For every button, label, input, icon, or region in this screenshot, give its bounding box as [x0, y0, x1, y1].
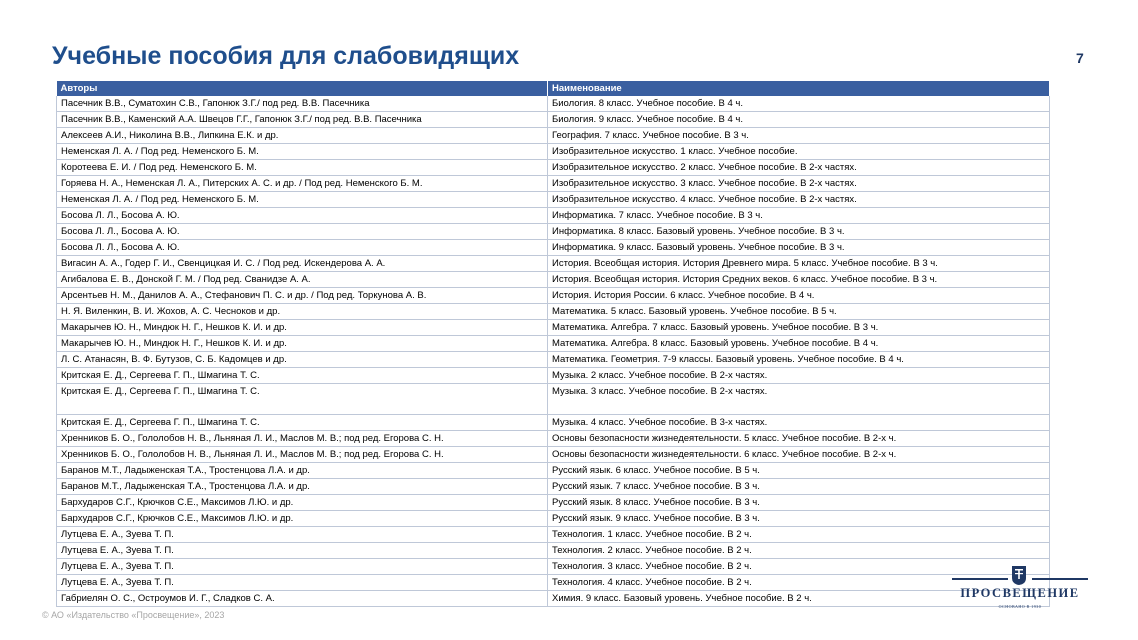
cell-title: Изобразительное искусство. 3 класс. Учебное пособие. В 2-х частях. [548, 176, 1050, 192]
cell-authors: Босова Л. Л., Босова А. Ю. [57, 208, 548, 224]
table-row [57, 543, 1050, 559]
cell-title: Русский язык. 8 класс. Учебное пособие. В 3 ч. [548, 495, 1050, 511]
cell-title: Основы безопасности жизнедеятельности. 6 класс. Учебное пособие. В 2-х ч. [548, 447, 1050, 463]
cell-title: Русский язык. 6 класс. Учебное пособие. В 5 ч. [548, 463, 1050, 479]
cell-authors: Арсентьев Н. М., Данилов А. А., Стефанович П. С. и др. / Под ред. Торкунова А. В. [57, 288, 548, 304]
table-row [57, 160, 1050, 176]
cell-title: Технология. 1 класс. Учебное пособие. В 2 ч. [548, 527, 1050, 543]
page-number: 7 [1076, 50, 1084, 66]
cell-title: Биология. 8 класс. Учебное пособие. В 4 ч. [548, 96, 1050, 112]
copyright-text: © АО «Издательство «Просвещение», 2023 [42, 610, 225, 620]
cell-authors: Критская Е. Д., Сергеева Г. П., Шмагина Т. С. [57, 415, 548, 431]
cell-authors: Неменская Л. А. / Под ред. Неменского Б. М. [57, 144, 548, 160]
table-row [57, 336, 1050, 352]
table-row [57, 144, 1050, 160]
logo-text: ПРОСВЕЩЕНИЕ [960, 586, 1080, 600]
cell-authors: Макарычев Ю. Н., Миндюк Н. Г., Нешков К. И. и др. [57, 320, 548, 336]
cell-authors: Коротеева Е. И. / Под ред. Неменского Б. М. [57, 160, 548, 176]
cell-authors: Босова Л. Л., Босова А. Ю. [57, 224, 548, 240]
table-row [57, 447, 1050, 463]
table-row [57, 527, 1050, 543]
table-header-row [57, 81, 1050, 96]
header-authors: Авторы [57, 81, 548, 96]
cell-title: Математика. 5 класс. Базовый уровень. Учебное пособие. В 5 ч. [548, 304, 1050, 320]
logo-subtext: ОСНОВАНО В 1930 [998, 604, 1042, 609]
cell-title: История. Всеобщая история. История Средних веков. 6 класс. Учебное пособие. В 3 ч. [548, 272, 1050, 288]
table-row [57, 96, 1050, 112]
publisher-logo [952, 562, 1088, 612]
cell-authors: Критская Е. Д., Сергеева Г. П., Шмагина Т. С. [57, 384, 548, 415]
cell-authors: Неменская Л. А. / Под ред. Неменского Б. М. [57, 192, 548, 208]
table-row [57, 463, 1050, 479]
cell-title: Изобразительное искусство. 2 класс. Учебное пособие. В 2-х частях. [548, 160, 1050, 176]
cell-title: Основы безопасности жизнедеятельности. 5 класс. Учебное пособие. В 2-х ч. [548, 431, 1050, 447]
table-row [57, 256, 1050, 272]
table-row [57, 112, 1050, 128]
cell-authors: Макарычев Ю. Н., Миндюк Н. Г., Нешков К. И. и др. [57, 336, 548, 352]
cell-authors: Лутцева Е. А., Зуева Т. П. [57, 559, 548, 575]
cell-title: Музыка. 2 класс. Учебное пособие. В 2-х частях. [548, 368, 1050, 384]
cell-authors: Алексеев А.И., Николина В.В., Липкина Е.К. и др. [57, 128, 548, 144]
cell-authors: Горяева Н. А., Неменская Л. А., Питерских А. С. и др. / Под ред. Неменского Б. М. [57, 176, 548, 192]
table-row [57, 272, 1050, 288]
header-title: Наименование [548, 81, 1050, 96]
table-row [57, 591, 1050, 607]
cell-authors: Баранов М.Т., Ладыженская Т.А., Тростенцова Л.А. и др. [57, 479, 548, 495]
cell-authors: Габриелян О. С., Остроумов И. Г., Сладков С. А. [57, 591, 548, 607]
table-row [57, 304, 1050, 320]
logo-emblem-icon [1011, 564, 1027, 586]
cell-authors: Бархударов С.Г., Крючков С.Е., Максимов Л.Ю. и др. [57, 511, 548, 527]
table-row [57, 352, 1050, 368]
cell-title: История. Всеобщая история. История Древнего мира. 5 класс. Учебное пособие. В 3 ч. [548, 256, 1050, 272]
logo-line-right [1032, 578, 1088, 580]
cell-authors: Пасечник В.В., Суматохин С.В., Гапонюк З.Г./ под ред. В.В. Пасечника [57, 96, 548, 112]
cell-title: География. 7 класс. Учебное пособие. В 3 ч. [548, 128, 1050, 144]
table-row [57, 208, 1050, 224]
table-row [57, 415, 1050, 431]
cell-authors: Лутцева Е. А., Зуева Т. П. [57, 527, 548, 543]
cell-title: Технология. 4 класс. Учебное пособие. В 2 ч. [548, 575, 1050, 591]
table-row [57, 511, 1050, 527]
table-row [57, 431, 1050, 447]
cell-title: Информатика. 8 класс. Базовый уровень. Учебное пособие. В 3 ч. [548, 224, 1050, 240]
cell-authors: Пасечник В.В., Каменский А.А. Швецов Г.Г., Гапонюк З.Г./ под ред. В.В. Пасечника [57, 112, 548, 128]
cell-title: Химия. 9 класс. Базовый уровень. Учебное пособие. В 2 ч. [548, 591, 1050, 607]
table-row [57, 479, 1050, 495]
table-row [57, 559, 1050, 575]
cell-title: Математика. Алгебра. 7 класс. Базовый уровень. Учебное пособие. В 3 ч. [548, 320, 1050, 336]
table-row [57, 495, 1050, 511]
cell-title: Информатика. 7 класс. Учебное пособие. В 3 ч. [548, 208, 1050, 224]
table-row [57, 320, 1050, 336]
cell-title: Русский язык. 9 класс. Учебное пособие. В 3 ч. [548, 511, 1050, 527]
cell-title: Изобразительное искусство. 4 класс. Учебное пособие. В 2-х частях. [548, 192, 1050, 208]
cell-title: Музыка. 4 класс. Учебное пособие. В 3-х частях. [548, 415, 1050, 431]
cell-authors: Хренников Б. О., Гололобов Н. В., Льняная Л. И., Маслов М. В.; под ред. Егорова С. Н. [57, 431, 548, 447]
cell-title: История. История России. 6 класс. Учебное пособие. В 4 ч. [548, 288, 1050, 304]
cell-authors: Лутцева Е. А., Зуева Т. П. [57, 575, 548, 591]
cell-title: Технология. 2 класс. Учебное пособие. В 2 ч. [548, 543, 1050, 559]
cell-title: Музыка. 3 класс. Учебное пособие. В 2-х частях. [548, 384, 1050, 415]
cell-authors: Лутцева Е. А., Зуева Т. П. [57, 543, 548, 559]
cell-title: Математика. Геометрия. 7-9 классы. Базовый уровень. Учебное пособие. В 4 ч. [548, 352, 1050, 368]
cell-title: Технология. 3 класс. Учебное пособие. В 2 ч. [548, 559, 1050, 575]
cell-authors: Агибалова Е. В., Донской Г. М. / Под ред. Сванидзе А. А. [57, 272, 548, 288]
table-row [57, 288, 1050, 304]
cell-title: Информатика. 9 класс. Базовый уровень. Учебное пособие. В 3 ч. [548, 240, 1050, 256]
cell-authors: Баранов М.Т., Ладыженская Т.А., Тростенцова Л.А. и др. [57, 463, 548, 479]
cell-authors: Критская Е. Д., Сергеева Г. П., Шмагина Т. С. [57, 368, 548, 384]
table-row [57, 384, 1050, 415]
cell-authors: Вигасин А. А., Годер Г. И., Свенцицкая И. С. / Под ред. Искендерова А. А. [57, 256, 548, 272]
logo-line-left [952, 578, 1008, 580]
cell-authors: Хренников Б. О., Гололобов Н. В., Льняная Л. И., Маслов М. В.; под ред. Егорова С. Н. [57, 447, 548, 463]
page-title: Учебные пособия для слабовидящих [52, 42, 520, 70]
table-row [57, 224, 1050, 240]
table-row [57, 128, 1050, 144]
cell-title: Изобразительное искусство. 1 класс. Учебное пособие. [548, 144, 1050, 160]
cell-authors: Л. С. Атанасян, В. Ф. Бутузов, С. Б. Кадомцев и др. [57, 352, 548, 368]
table-row [57, 240, 1050, 256]
cell-title: Математика. Алгебра. 8 класс. Базовый уровень. Учебное пособие. В 4 ч. [548, 336, 1050, 352]
cell-title: Биология. 9 класс. Учебное пособие. В 4 ч. [548, 112, 1050, 128]
table-row [57, 368, 1050, 384]
table-row [57, 192, 1050, 208]
cell-authors: Босова Л. Л., Босова А. Ю. [57, 240, 548, 256]
cell-title: Русский язык. 7 класс. Учебное пособие. В 3 ч. [548, 479, 1050, 495]
table-row [57, 575, 1050, 591]
textbooks-table [56, 81, 1050, 607]
table-row [57, 176, 1050, 192]
cell-authors: Н. Я. Виленкин, В. И. Жохов, А. С. Чесноков и др. [57, 304, 548, 320]
cell-authors: Бархударов С.Г., Крючков С.Е., Максимов Л.Ю. и др. [57, 495, 548, 511]
